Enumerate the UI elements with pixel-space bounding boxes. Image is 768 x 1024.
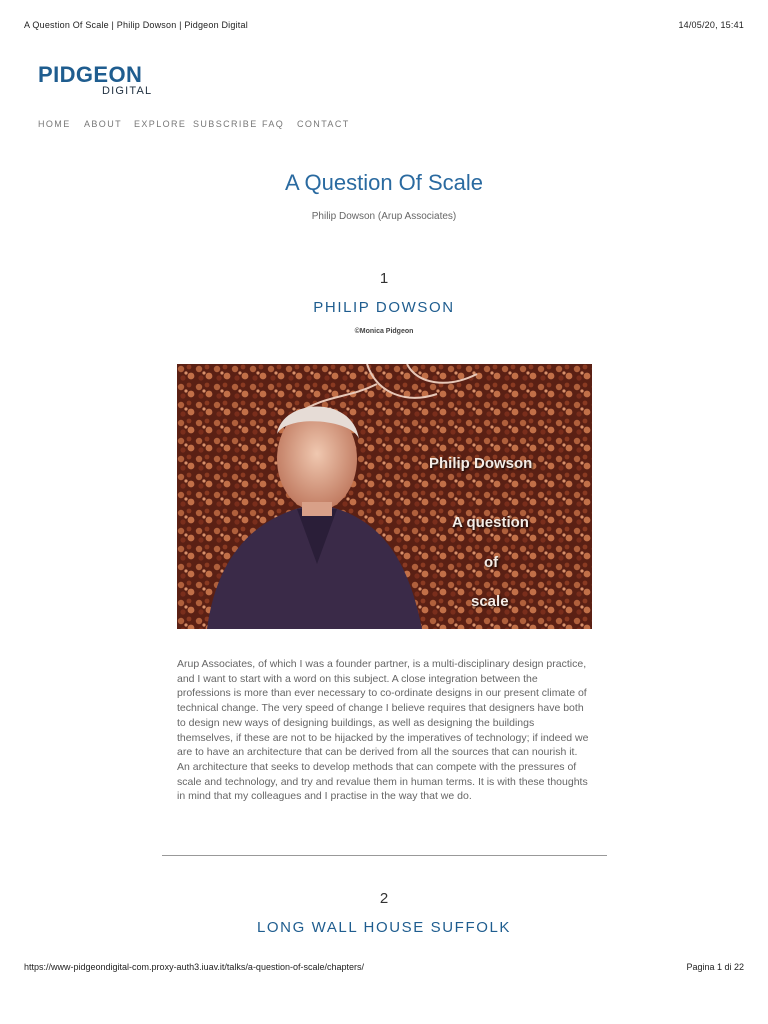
photo-caption-line3: of <box>484 554 499 571</box>
photo-caption-line2: A question <box>452 514 529 531</box>
nav-item-explore[interactable]: EXPLORE <box>134 119 187 129</box>
photo-caption-line1: Philip Dowson <box>429 455 533 472</box>
nav-item-contact[interactable]: CONTACT <box>297 119 350 129</box>
logo-main-text: PIDGEON <box>38 62 143 87</box>
chapter-body-text: Arup Associates, of which I was a founder partner, is a multi-disciplinary design practice, and I want to start with a word on this subject. A close integration between the professions is more than ever necessary to co-ordinate designs in our present climate of technical change. The very speed of change I believe requires that designers have both to design new ways of designing buildings, as well as designing the buildings themselves, if these are not to be hijacked by the imperatives of technology; if indeed we are to have an architecture that can be derived from all the sources that can nourish it. An architecture that seeks to develop methods that can compete with the pressures of scale and technology, and try and revalue them in human terms. It is with these thoughts in mind that my colleagues and I practise in the way that we do. <box>177 658 589 803</box>
print-header-title: A Question Of Scale | Philip Dowson | Pidgeon Digital <box>24 20 248 30</box>
nav-item-about[interactable]: ABOUT <box>84 119 123 129</box>
print-header-datetime: 14/05/20, 15:41 <box>678 20 744 30</box>
nav-item-home[interactable]: HOME <box>38 119 71 129</box>
print-header <box>24 20 744 32</box>
photo-illustration <box>177 364 592 629</box>
photo-credit: ©Monica Pidgeon <box>354 328 414 335</box>
chapter-title[interactable]: PHILIP DOWSON <box>313 299 455 316</box>
chapter-title[interactable]: LONG WALL HOUSE SUFFOLK <box>256 919 512 936</box>
print-footer-page: Pagina 1 di 22 <box>686 962 744 972</box>
site-logo[interactable] <box>38 64 163 100</box>
photo-caption-line4: scale <box>471 593 509 610</box>
page-title: A Question Of Scale <box>284 170 484 195</box>
chapter-divider <box>162 855 607 856</box>
print-footer <box>24 962 744 974</box>
chapter-number: 2 <box>379 890 389 907</box>
nav-item-faq[interactable]: FAQ <box>262 119 285 129</box>
chapter-photo[interactable] <box>177 364 592 629</box>
speaker-subtitle: Philip Dowson (Arup Associates) <box>311 211 457 222</box>
print-footer-url: https://www-pidgeondigital-com.proxy-auth3.iuav.it/talks/a-question-of-scale/chapters/ <box>24 962 364 972</box>
chapter-number: 1 <box>379 270 389 287</box>
nav-item-subscribe[interactable]: SUBSCRIBE <box>193 119 258 129</box>
logo-sub-text: DIGITAL <box>102 85 153 97</box>
